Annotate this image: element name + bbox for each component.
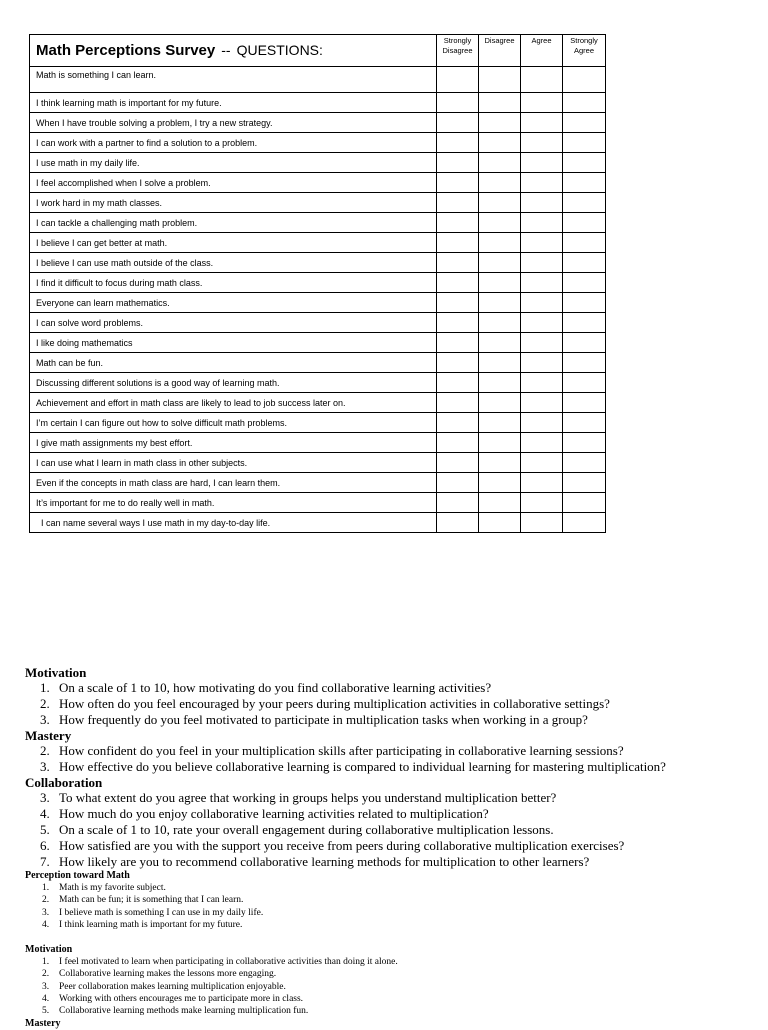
answer-disagree-cell[interactable] <box>479 433 521 453</box>
survey-question-text: It’s important for me to do really well in math. <box>30 493 437 513</box>
list-item <box>25 696 755 712</box>
small-section-heading: Motivation <box>25 944 73 956</box>
list-item-number: 1. <box>42 957 50 968</box>
question-sections <box>25 665 755 1030</box>
survey-question-text: I can use what I learn in math class in other subjects. <box>30 453 437 473</box>
survey-question-row <box>30 213 606 233</box>
survey-question-row <box>30 413 606 433</box>
survey-header-row <box>30 35 606 67</box>
answer-agree-cell[interactable] <box>521 253 563 273</box>
list-item-number: 4. <box>42 994 50 1005</box>
answer-disagree-cell[interactable] <box>479 233 521 253</box>
list-item-text: Math can be fun; it is something that I can learn. <box>59 895 244 906</box>
survey-table <box>29 34 606 533</box>
section-heading: Collaboration <box>25 775 103 790</box>
answer-strongly-disagree-cell[interactable] <box>437 133 479 153</box>
answer-strongly-agree-cell[interactable] <box>563 373 606 393</box>
survey-question-row <box>30 453 606 473</box>
answer-strongly-agree-cell[interactable] <box>563 293 606 313</box>
answer-strongly-agree-cell[interactable] <box>563 133 606 153</box>
survey-question-row <box>30 113 606 133</box>
survey-question-row <box>30 233 606 253</box>
answer-strongly-disagree-cell[interactable] <box>437 193 479 213</box>
survey-question-row <box>30 313 606 333</box>
survey-question-text: I can tackle a challenging math problem. <box>30 213 437 233</box>
section-question-list <box>25 680 755 728</box>
section-heading-mastery-trailing: Mastery <box>25 1017 61 1029</box>
survey-question-text: I think learning math is important for my future. <box>30 93 437 113</box>
answer-agree-cell[interactable] <box>521 193 563 213</box>
answer-strongly-disagree-cell[interactable] <box>437 253 479 273</box>
answer-strongly-disagree-cell[interactable] <box>437 333 479 353</box>
survey-question-text: I find it difficult to focus during math class. <box>30 273 437 293</box>
survey-question-row <box>30 333 606 353</box>
list-item-number: 2. <box>40 696 50 711</box>
list-item-number: 3. <box>40 712 50 727</box>
small-section-heading: Perception toward Math <box>25 870 130 881</box>
survey-question-text: Math is something I can learn. <box>30 67 437 93</box>
answer-strongly-agree-cell[interactable] <box>563 173 606 193</box>
list-item-number: 3. <box>42 907 50 918</box>
list-item <box>25 759 755 775</box>
survey-question-row <box>30 293 606 313</box>
survey-question-text: Achievement and effort in math class are likely to lead to job success later on. <box>30 393 437 413</box>
answer-strongly-disagree-cell[interactable] <box>437 353 479 373</box>
answer-strongly-disagree-cell[interactable] <box>437 173 479 193</box>
answer-strongly-disagree-cell[interactable] <box>437 373 479 393</box>
list-item-text: Math is my favorite subject. <box>59 883 166 893</box>
answer-agree-cell[interactable] <box>521 333 563 353</box>
answer-agree-cell[interactable] <box>521 233 563 253</box>
answer-strongly-disagree-cell[interactable] <box>437 153 479 173</box>
survey-body <box>30 67 606 533</box>
answer-agree-cell[interactable] <box>521 453 563 473</box>
answer-strongly-agree-cell[interactable] <box>563 253 606 273</box>
list-item-text: I believe math is something I can use in my daily life. <box>59 907 264 918</box>
list-item <box>25 822 755 838</box>
survey-question-text: I give math assignments my best effort. <box>30 433 437 453</box>
list-item-number: 7. <box>40 854 50 869</box>
answer-strongly-agree-cell[interactable] <box>563 153 606 173</box>
survey-question-text: Discussing different solutions is a good way of learning math. <box>30 373 437 393</box>
answer-strongly-agree-cell[interactable] <box>563 493 606 513</box>
section-spacer <box>25 931 755 944</box>
survey-question-row <box>30 253 606 273</box>
list-item <box>25 993 755 1005</box>
answer-strongly-agree-cell[interactable] <box>563 113 606 133</box>
list-item-text: On a scale of 1 to 10, rate your overall engagement during collaborative multiplication lessons. <box>59 822 554 837</box>
answer-strongly-agree-cell[interactable] <box>563 313 606 333</box>
answer-strongly-disagree-cell[interactable] <box>437 453 479 473</box>
answer-agree-cell[interactable] <box>521 213 563 233</box>
list-item <box>25 854 755 870</box>
survey-question-row <box>30 273 606 293</box>
list-item <box>25 956 755 968</box>
answer-disagree-cell[interactable] <box>479 67 521 93</box>
list-item-text: How frequently do you feel motivated to participate in multiplication tasks when working in a group? <box>59 712 588 727</box>
answer-agree-cell[interactable] <box>521 293 563 313</box>
answer-disagree-cell[interactable] <box>479 413 521 433</box>
answer-agree-cell[interactable] <box>521 113 563 133</box>
answer-strongly-disagree-cell[interactable] <box>437 67 479 93</box>
survey-question-row <box>30 393 606 413</box>
answer-strongly-disagree-cell[interactable] <box>437 393 479 413</box>
list-item <box>25 907 755 919</box>
answer-disagree-cell[interactable] <box>479 313 521 333</box>
survey-question-row <box>30 433 606 453</box>
column-header-agree: Agree <box>521 35 563 67</box>
survey-question-text: I can solve word problems. <box>30 313 437 333</box>
answer-strongly-agree-cell[interactable] <box>563 473 606 493</box>
list-item <box>25 680 755 696</box>
answer-disagree-cell[interactable] <box>479 293 521 313</box>
answer-strongly-agree-cell[interactable] <box>563 433 606 453</box>
survey-question-text: I’m certain I can figure out how to solve difficult math problems. <box>30 413 437 433</box>
list-item <box>25 981 755 993</box>
answer-disagree-cell[interactable] <box>479 253 521 273</box>
answer-strongly-agree-cell[interactable] <box>563 273 606 293</box>
list-item-number: 6. <box>40 838 50 853</box>
survey-question-text: I can name several ways I use math in my day-to-day life. <box>30 513 437 533</box>
answer-agree-cell[interactable] <box>521 413 563 433</box>
survey-question-text: I believe I can get better at math. <box>30 233 437 253</box>
survey-question-row <box>30 153 606 173</box>
survey-question-row <box>30 133 606 153</box>
survey-question-text: Everyone can learn mathematics. <box>30 293 437 313</box>
survey-question-row <box>30 493 606 513</box>
survey-question-row <box>30 373 606 393</box>
survey-title-cell <box>30 35 437 67</box>
list-item-text: Working with others encourages me to participate more in class. <box>59 994 304 1005</box>
list-item <box>25 838 755 854</box>
answer-disagree-cell[interactable] <box>479 213 521 233</box>
column-header-disagree: Disagree <box>479 35 521 67</box>
answer-disagree-cell[interactable] <box>479 193 521 213</box>
survey-question-row <box>30 353 606 373</box>
answer-strongly-agree-cell[interactable] <box>563 193 606 213</box>
survey-question-row <box>30 473 606 493</box>
answer-strongly-disagree-cell[interactable] <box>437 493 479 513</box>
answer-disagree-cell[interactable] <box>479 333 521 353</box>
section-heading: Mastery <box>25 728 72 743</box>
answer-strongly-disagree-cell[interactable] <box>437 113 479 133</box>
answer-strongly-agree-cell[interactable] <box>563 333 606 353</box>
survey-question-row <box>30 173 606 193</box>
answer-disagree-cell[interactable] <box>479 453 521 473</box>
answer-disagree-cell[interactable] <box>479 173 521 193</box>
list-item-text: How effective do you believe collaborative learning is compared to individual learning for mastering multiplication? <box>59 759 666 774</box>
list-item <box>25 790 755 806</box>
section-heading: Motivation <box>25 665 87 680</box>
answer-strongly-agree-cell[interactable] <box>563 233 606 253</box>
list-item <box>25 894 755 906</box>
answer-strongly-disagree-cell[interactable] <box>437 293 479 313</box>
answer-strongly-agree-cell[interactable] <box>563 67 606 93</box>
answer-disagree-cell[interactable] <box>479 353 521 373</box>
list-item <box>25 712 755 728</box>
answer-strongly-disagree-cell[interactable] <box>437 473 479 493</box>
answer-strongly-agree-cell[interactable] <box>563 453 606 473</box>
list-item-text: I feel motivated to learn when participating in collaborative activities than doing it alone. <box>59 957 398 968</box>
answer-strongly-disagree-cell[interactable] <box>437 433 479 453</box>
answer-strongly-agree-cell[interactable] <box>563 213 606 233</box>
list-item <box>25 882 755 894</box>
answer-agree-cell[interactable] <box>521 473 563 493</box>
survey-question-row <box>30 513 606 533</box>
answer-disagree-cell[interactable] <box>479 273 521 293</box>
list-item-number: 2. <box>40 743 50 758</box>
answer-agree-cell[interactable] <box>521 273 563 293</box>
list-item-number: 4. <box>42 919 50 930</box>
answer-agree-cell[interactable] <box>521 493 563 513</box>
survey-question-row <box>30 93 606 113</box>
answer-strongly-agree-cell[interactable] <box>563 513 606 533</box>
list-item-text: How confident do you feel in your multiplication skills after participating in collaborative learning sessions? <box>59 743 624 758</box>
answer-disagree-cell[interactable] <box>479 493 521 513</box>
answer-agree-cell[interactable] <box>521 513 563 533</box>
answer-disagree-cell[interactable] <box>479 93 521 113</box>
list-item <box>25 743 755 759</box>
answer-agree-cell[interactable] <box>521 433 563 453</box>
list-item-number: 2. <box>42 969 50 980</box>
answer-strongly-disagree-cell[interactable] <box>437 313 479 333</box>
list-item <box>25 919 755 931</box>
answer-strongly-agree-cell[interactable] <box>563 353 606 373</box>
answer-strongly-agree-cell[interactable] <box>563 393 606 413</box>
survey-question-row <box>30 193 606 213</box>
answer-disagree-cell[interactable] <box>479 513 521 533</box>
list-item-number: 5. <box>40 822 50 837</box>
survey-question-text: Math can be fun. <box>30 353 437 373</box>
answer-disagree-cell[interactable] <box>479 133 521 153</box>
list-item <box>25 806 755 822</box>
list-item-text: On a scale of 1 to 10, how motivating do you find collaborative learning activities? <box>59 680 492 695</box>
answer-strongly-disagree-cell[interactable] <box>437 413 479 433</box>
survey-question-text: I feel accomplished when I solve a problem. <box>30 173 437 193</box>
answer-strongly-disagree-cell[interactable] <box>437 93 479 113</box>
survey-question-text: When I have trouble solving a problem, I try a new strategy. <box>30 113 437 133</box>
list-item-text: Peer collaboration makes learning multiplication enjoyable. <box>59 981 286 992</box>
answer-agree-cell[interactable] <box>521 67 563 93</box>
list-item-text: How likely are you to recommend collaborative learning methods for multiplication to other learners? <box>59 854 590 869</box>
section-question-list <box>25 790 755 870</box>
answer-strongly-agree-cell[interactable] <box>563 413 606 433</box>
survey-question-text: I work hard in my math classes. <box>30 193 437 213</box>
answer-strongly-disagree-cell[interactable] <box>437 213 479 233</box>
answer-strongly-disagree-cell[interactable] <box>437 233 479 253</box>
list-item-text: How often do you feel encouraged by your peers during multiplication activities in collaborative settings? <box>59 696 610 711</box>
answer-strongly-disagree-cell[interactable] <box>437 273 479 293</box>
list-item-number: 4. <box>40 806 50 821</box>
list-item-number: 1. <box>40 680 50 695</box>
collaborative-learning-questions <box>25 665 755 870</box>
survey-question-text: Even if the concepts in math class are hard, I can learn them. <box>30 473 437 493</box>
survey-subtitle: QUESTIONS: <box>236 41 323 58</box>
survey-title: Math Perceptions Survey <box>36 41 216 59</box>
answer-agree-cell[interactable] <box>521 393 563 413</box>
column-header-strongly-disagree: Strongly Disagree <box>437 35 479 67</box>
list-item-number: 2. <box>42 895 50 906</box>
answer-disagree-cell[interactable] <box>479 373 521 393</box>
section-question-list <box>25 743 755 775</box>
list-item-number: 3. <box>40 790 50 805</box>
list-item-number: 5. <box>42 1006 50 1017</box>
survey-question-text: I can work with a partner to find a solution to a problem. <box>30 133 437 153</box>
list-item-text: I think learning math is important for my future. <box>59 919 243 930</box>
answer-agree-cell[interactable] <box>521 153 563 173</box>
survey-question-text: I like doing mathematics <box>30 333 437 353</box>
likert-statement-sections <box>25 870 755 1018</box>
answer-strongly-agree-cell[interactable] <box>563 93 606 113</box>
column-header-strongly-agree: Strongly Agree <box>563 35 606 67</box>
list-item-text: To what extent do you agree that working in groups helps you understand multiplication better? <box>59 790 557 805</box>
list-item-number: 3. <box>40 759 50 774</box>
answer-disagree-cell[interactable] <box>479 113 521 133</box>
list-item-text: Collaborative learning methods make learning multiplication fun. <box>59 1006 309 1017</box>
list-item <box>25 968 755 980</box>
list-item-number: 3. <box>42 981 50 992</box>
answer-agree-cell[interactable] <box>521 173 563 193</box>
answer-agree-cell[interactable] <box>521 93 563 113</box>
list-item-number: 1. <box>42 883 50 893</box>
answer-disagree-cell[interactable] <box>479 393 521 413</box>
list-item-text: Collaborative learning makes the lessons more engaging. <box>59 969 277 980</box>
answer-agree-cell[interactable] <box>521 353 563 373</box>
list-item-text: How satisfied are you with the support you receive from peers during collaborative multiplication exercises? <box>59 838 625 853</box>
list-item <box>25 1005 755 1017</box>
answer-disagree-cell[interactable] <box>479 153 521 173</box>
list-item-text: How much do you enjoy collaborative learning activities related to multiplication? <box>59 806 489 821</box>
answer-agree-cell[interactable] <box>521 133 563 153</box>
answer-agree-cell[interactable] <box>521 313 563 333</box>
survey-question-row <box>30 67 606 93</box>
survey-question-text: I use math in my daily life. <box>30 153 437 173</box>
answer-agree-cell[interactable] <box>521 373 563 393</box>
survey-question-text: I believe I can use math outside of the class. <box>30 253 437 273</box>
answer-disagree-cell[interactable] <box>479 473 521 493</box>
title-separator: -- <box>221 41 231 58</box>
answer-strongly-disagree-cell[interactable] <box>437 513 479 533</box>
